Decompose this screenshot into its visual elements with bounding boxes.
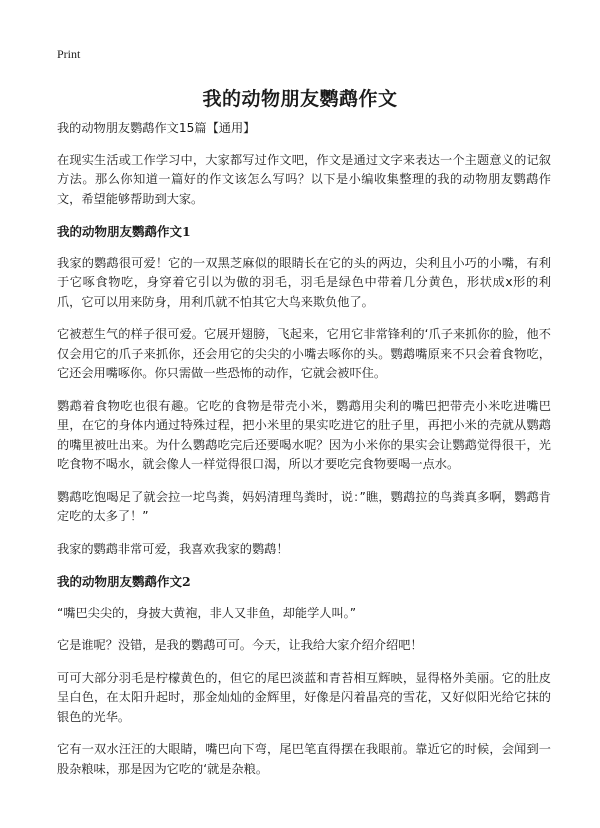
section-heading-2: 我的动物朋友鹦鹉作文2 [57, 574, 191, 589]
section-2-paragraph: 它是谁呢？没错，是我的鹦鹉可可。今天，让我给大家介绍介绍吧！ [57, 638, 423, 652]
article-body [57, 119, 551, 792]
section-heading-1: 我的动物朋友鹦鹉作文1 [57, 224, 191, 239]
intro-paragraph: 在现实生活或工作学习中，大家都写过作文吧，作文是通过文字来表达一个主题意义的记叙方法。那么你知道一篇好的作文该怎么写吗？以下是小编收集整理的我的动物朋友鹦鹉作文，希望能够帮助到大家。 [57, 152, 551, 206]
section-1-paragraph: 鹦鹉吃饱喝足了就会拉一坨鸟粪，妈妈清理鸟粪时，说：”瞧，鹦鹉拉的鸟粪真多啊，鹦鹉肯定吃的太多了！” [57, 489, 551, 523]
page-title: 我的动物朋友鹦鹉作文 [202, 88, 398, 110]
section-2-paragraph: 可可大部分羽毛是柠檬黄色的，但它的尾巴淡蓝和青苔相互辉映，显得格外美丽。它的肚皮呈白色，在太阳升起时，那金灿灿的金辉里，好像是闪着晶亮的雪花，又好似阳光给它抹的银色的光华。 [57, 670, 551, 724]
print-link[interactable]: Print [57, 47, 81, 61]
section-1-paragraph: 我家的鹦鹉很可爱！它的一双黑芝麻似的眼睛长在它的头的两边，尖利且小巧的小嘴，有利于它啄食物吃，身穿着它引以为傲的羽毛，羽毛是绿色中带着几分黄色，形状成x形的利爪，它可以用来防身，用利爪就不怕其它大鸟来欺负他了。 [57, 255, 551, 309]
section-1-paragraph: 它被惹生气的样子很可爱。它展开翅膀，飞起来，它用它非常锋利的‘爪子来抓你的脸，他不仅会用它的爪子来抓你，还会用它的尖尖的小嘴去啄你的头。鹦鹉嘴原来不只会着食物吃，它还会用嘴啄你。你只需做一些恐怖的动作，它就会被吓住。 [57, 327, 551, 380]
section-2-paragraph: 它有一双水汪汪的大眼睛，嘴巴向下弯，尾巴笔直得摆在我眼前。靠近它的时候，会闻到一股杂粮味，那是因为它吃的‘就是杂粮。 [57, 742, 551, 776]
article-subtitle: 我的动物朋友鹦鹉作文15篇【通用】 [57, 121, 256, 135]
section-1-paragraph: 鹦鹉着食物吃也很有趣。它吃的食物是带壳小米，鹦鹉用尖利的嘴巴把带壳小米吃进嘴巴里，在它的身体内通过特殊过程，把小米里的果实吃进它的肚子里，再把小米的壳就从鹦鹉的嘴里被吐出来。为什么鹦鹉吃完后还要喝水呢？因为小米你的果实会让鹦鹉觉得很干，光吃食物不喝水，就会像人一样觉得很口渴，所以才要吃完食物要喝一点水。 [57, 398, 551, 471]
section-1-paragraph: 我家的鹦鹉非常可爱，我喜欢我家的鹦鹉！ [57, 541, 289, 556]
section-2-paragraph: “嘴巴尖尖的，身披大黄袍，非人又非鱼，却能学人叫。” [57, 605, 357, 620]
